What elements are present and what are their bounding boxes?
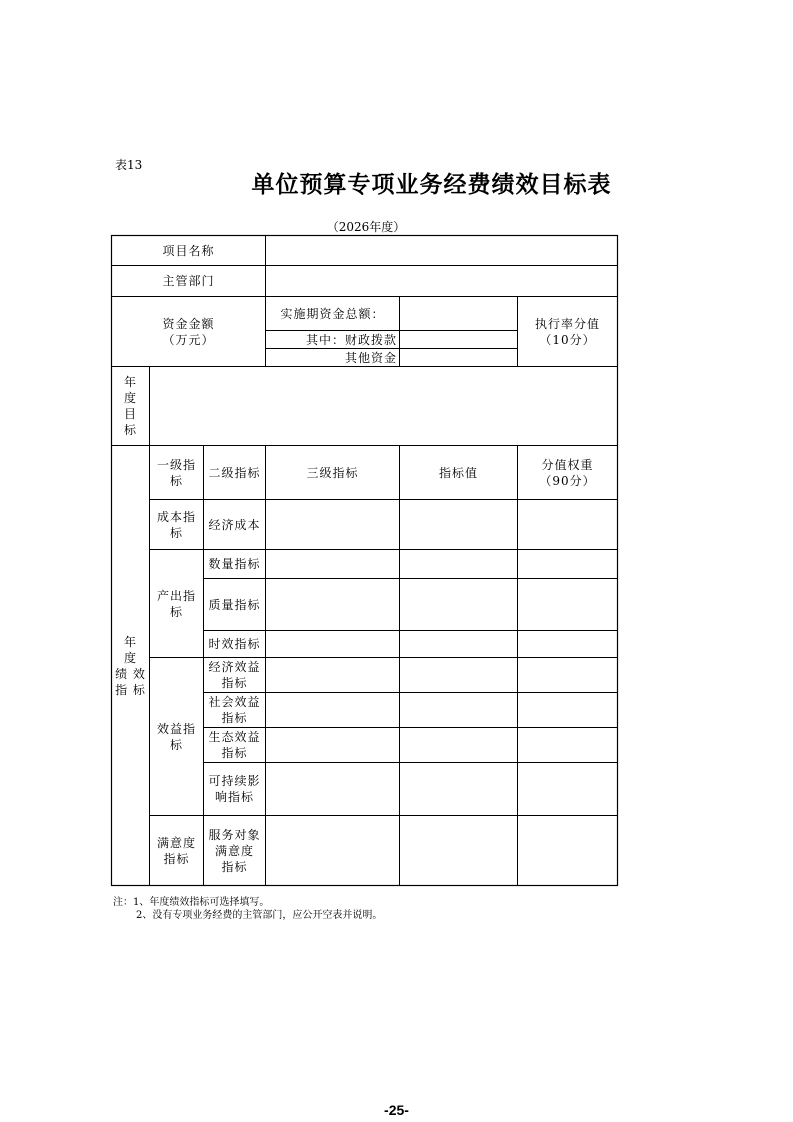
annual-goal-label <box>112 367 149 445</box>
year-label: （2026年度） <box>326 220 406 234</box>
annual-goal-line1: 年 度 <box>123 375 151 405</box>
table-number: 表13 <box>115 158 143 172</box>
funds-amount-label <box>112 297 265 366</box>
project-name-value[interactable] <box>266 236 617 265</box>
econ-benefit-line1: 经济效益 <box>208 660 261 674</box>
document-title: 单位预算专项业务经费绩效目标表 <box>251 172 612 198</box>
col-level1-line1: 一级指 <box>156 457 196 472</box>
satisfaction-line2: 指标 <box>163 851 190 866</box>
total-funds-label: 实施期资金总额： <box>280 306 385 321</box>
service-satisfaction-label <box>204 816 265 885</box>
exec-rate-label: 执行率分值 <box>534 316 600 331</box>
social-benefit-line1: 社会效益 <box>208 695 261 709</box>
annual-goal-line2: 目 标 <box>123 407 151 437</box>
col-level1-header <box>150 446 203 499</box>
col-weight-line1: 分值权重 <box>541 457 594 472</box>
econ-benefit-line2: 指标 <box>221 676 248 690</box>
social-benefit-line2: 指标 <box>221 711 248 725</box>
col-level3-header: 三级指标 <box>306 465 359 480</box>
quantity-indicator-label: 数量指标 <box>208 557 261 571</box>
note-2: 2、没有专项业务经费的主管部门，应公开空表并说明。 <box>136 910 383 921</box>
total-funds-value[interactable] <box>400 297 517 330</box>
annual-indicators-line3: 指 标 <box>115 682 146 697</box>
department-value[interactable] <box>266 266 617 296</box>
output-line2: 标 <box>169 604 183 619</box>
eco-benefit-line1: 生态效益 <box>208 730 261 744</box>
annual-goal-value[interactable] <box>150 367 617 445</box>
other-funds-value[interactable] <box>400 349 517 366</box>
col-level1-line2: 标 <box>169 473 183 488</box>
service-sat-line1: 服务对象 <box>208 827 261 842</box>
funds-unit-text: （万元） <box>162 332 215 347</box>
execution-rate-score <box>518 297 617 366</box>
page-number: -25- <box>384 1102 409 1118</box>
economic-cost-label: 经济成本 <box>208 517 261 532</box>
benefit-line2: 标 <box>169 737 183 752</box>
benefit-line1: 效益指 <box>156 721 196 736</box>
fiscal-funds-label: 其中：财政拨款 <box>305 332 397 347</box>
col-value-header: 指标值 <box>438 465 478 480</box>
other-funds-label: 其他资金 <box>344 350 397 365</box>
cost-line1: 成本指 <box>156 509 196 524</box>
col-level2-header: 二级指标 <box>208 465 261 480</box>
eco-benefit-line2: 指标 <box>221 746 248 760</box>
exec-rate-score-text: （10分） <box>539 332 596 347</box>
service-sat-line2: 满意度 <box>214 843 254 858</box>
col-weight-line2: （90分） <box>539 473 596 488</box>
sustain-line1: 可持续影 <box>208 774 261 788</box>
annual-indicators-line1: 年 度 <box>123 634 151 665</box>
ecological-benefit-label <box>204 728 265 762</box>
service-sat-line3: 指标 <box>221 859 248 874</box>
output-line1: 产出指 <box>156 588 196 603</box>
fiscal-funds-value[interactable] <box>400 331 517 348</box>
cost-indicator-label <box>150 500 203 549</box>
satisfaction-indicator-label <box>150 816 203 885</box>
sustainability-indicator-label <box>204 763 265 815</box>
benefit-indicator-label <box>150 658 203 815</box>
social-benefit-label <box>204 693 265 727</box>
annual-indicators-label <box>112 446 149 885</box>
economic-benefit-label <box>204 658 265 692</box>
note-1: 注：1、年度绩效指标可选择填写。 <box>113 897 270 908</box>
funds-label-text: 资金金额 <box>162 316 215 331</box>
cost-line2: 标 <box>169 525 183 540</box>
annual-indicators-line2: 绩 效 <box>115 666 146 681</box>
satisfaction-line1: 满意度 <box>156 835 196 850</box>
quality-indicator-label: 质量指标 <box>208 597 261 612</box>
sustain-line2: 响指标 <box>214 790 254 804</box>
department-label: 主管部门 <box>162 274 215 288</box>
project-name-label: 项目名称 <box>162 243 215 258</box>
col-weight-header <box>518 446 617 499</box>
output-indicator-label <box>150 550 203 657</box>
timeliness-indicator-label: 时效指标 <box>208 637 261 651</box>
